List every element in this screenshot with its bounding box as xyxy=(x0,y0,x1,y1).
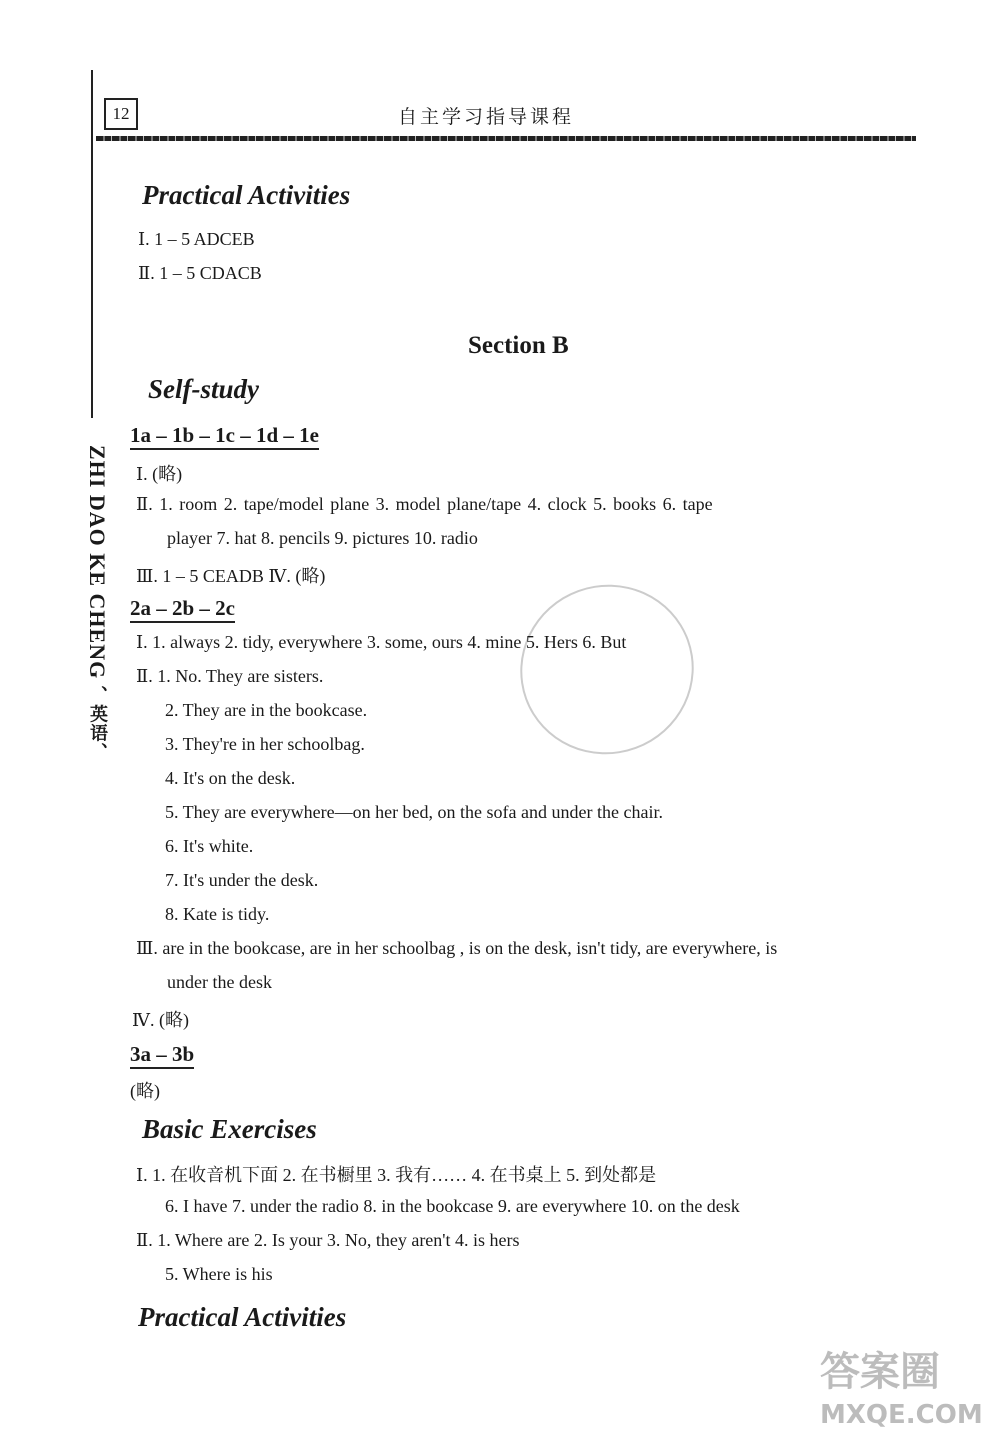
answer-line: 2. They are in the bookcase. xyxy=(165,700,368,720)
answer-line: 8. Kate is tidy. xyxy=(165,904,270,924)
watermark-url: MXQE.COM xyxy=(820,1400,983,1430)
answer-line: Ⅱ. 1. Where are 2. Is your 3. No, they aren't 4. is hers xyxy=(136,1230,520,1250)
watermark-stamp xyxy=(496,560,717,778)
side-label-chinese: 、英语、 xyxy=(87,685,108,762)
answer-line: Ⅱ. 1. room 2. tape/model plane 3. model plane/tape 4. clock 5. books 6. tape xyxy=(136,494,713,514)
heading-practical-activities-2: Practical Activities xyxy=(138,1302,347,1332)
answer-line: 4. It's on the desk. xyxy=(165,768,296,788)
answer-line: 5. Where is his xyxy=(165,1264,273,1284)
answer-line: Ⅰ. 1. 在收音机下面 2. 在书橱里 3. 我有…… 4. 在书桌上 5. 到处都是 xyxy=(136,1165,657,1185)
answer-line: player 7. hat 8. pencils 9. pictures 10. radio xyxy=(167,528,478,548)
margin-rule xyxy=(91,70,93,418)
answer-line: under the desk xyxy=(167,972,272,992)
heading-section-b: Section B xyxy=(468,332,569,359)
answer-line: 3. They're in her schoolbag. xyxy=(165,734,365,754)
side-label-latin: ZHI DAO KE CHENG xyxy=(85,445,110,680)
answer-line: 5. They are everywhere—on her bed, on the sofa and under the chair. xyxy=(165,802,663,822)
side-label xyxy=(70,445,110,762)
answer-line: Ⅰ. (略) xyxy=(136,464,183,484)
answer-line: 7. It's under the desk. xyxy=(165,870,319,890)
heading-basic-exercises: Basic Exercises xyxy=(142,1114,317,1144)
answer-line: Ⅰ. 1. always 2. tidy, everywhere 3. some, ours 4. mine 5. Hers 6. But xyxy=(136,632,627,652)
page-number: 12 xyxy=(104,98,138,130)
watermark-logo: 答案圈 xyxy=(820,1349,940,1395)
heading-practical-activities-1: Practical Activities xyxy=(142,180,351,210)
subheading-2a-2c: 2a – 2b – 2c xyxy=(130,596,235,623)
subheading-3a-3b: 3a – 3b xyxy=(130,1042,194,1069)
answer-line: Ⅲ. are in the bookcase, are in her schoolbag , is on the desk, isn't tidy, are everywhere, is xyxy=(136,938,778,958)
answer-line: 6. It's white. xyxy=(165,836,254,856)
answer-line: Ⅰ. 1 – 5 ADCEB xyxy=(138,229,255,249)
answer-line: Ⅱ. 1 – 5 CDACB xyxy=(138,263,262,283)
heading-self-study: Self-study xyxy=(148,374,259,404)
answer-line: 6. I have 7. under the radio 8. in the bookcase 9. are everywhere 10. on the desk xyxy=(165,1196,740,1216)
subheading-1a-1e: 1a – 1b – 1c – 1d – 1e xyxy=(130,423,319,450)
answer-line: Ⅳ. (略) xyxy=(132,1010,189,1030)
answer-line: Ⅱ. 1. No. They are sisters. xyxy=(136,666,324,686)
header-title: 自主学习指导课程 xyxy=(398,106,575,128)
answer-line: Ⅲ. 1 – 5 CEADB Ⅳ. (略) xyxy=(136,566,326,586)
answer-line: (略) xyxy=(130,1081,160,1101)
header-rule xyxy=(96,136,916,141)
